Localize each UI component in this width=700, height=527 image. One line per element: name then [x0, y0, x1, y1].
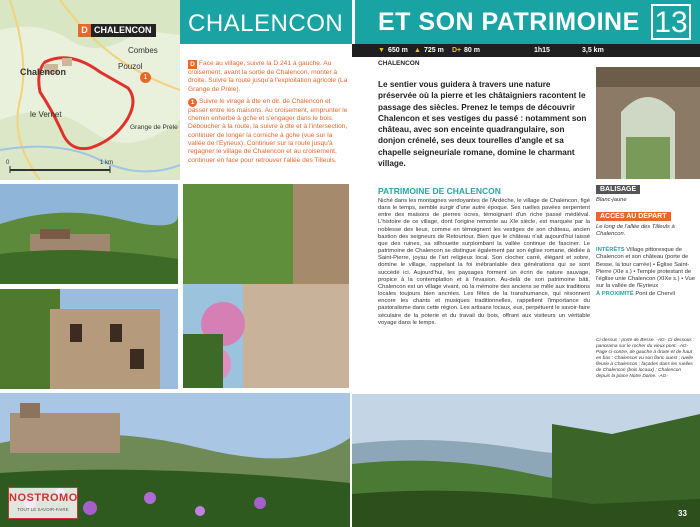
subheading: CHALENCON — [378, 60, 420, 67]
intro-text: Le sentier vous guidera à travers une nature préservée où la pierre et les châtaigniers racontent le passage des siècles. Prenez le temps de découvrir Chalencon et ses vestiges du passé : notamment son château, avec son enceinte quadrangulaire, son donjon crénelé, ses deux tourelles d'angle et sa chapelle seigneuriale romane, domine le charmant village. — [378, 80, 587, 169]
direction-start — [188, 60, 348, 94]
title-divider — [352, 0, 355, 44]
patrimoine-text: Niché dans les montagnes verdoyantes de l'Ardèche, le village de Chalencon, figé dans le temps, semble surgir d'une autre époque. Ses ruelles pavées serpentent entre des maisons de pierres ocres, témoignant d'un riche passé médiéval. L'histoire de ce village, dont l'origine remonte au XIe siècle, est marquée par la noblesse des lieux, comme en témoignent les vestiges de son château, ancien bastion des seigneurs de Retourtour. Bien que le château n'ait aujourd'hui laissé que des ruines, sa silhouette surplombant la vallée continue de fasciner. Le patrimoine de Chalencon se distingue également par son église romane, dédiée à Saint-Pierre, joyau de l'art religieux local. Son clocher carré, élégant et sobre, domine le village, rappelant la foi inébranlable des générations qui se sont succédé ici. Aujourd'hui, les paysages forment un écrin de nature sauvage, propice à la contemplation et à l'évasion. Au-delà de son patrimoine bâti, Chalencon est un village vivant, où la mémoire des anciens se mêle aux traditions locales toujours bien ancrées. Les fêtes de la transhumance, qui résonnent encore les chants et musiques traditionnelles, rappellent l'importance du pastoralisme dans cette région. Les artisans locaux, eux, perpétuent le savoir-faire séculaire de la poterie et du travail du bois, offrant aux visiteurs un véritable voyage dans le temps. — [378, 198, 590, 326]
map-village-label: Chalencon — [20, 67, 67, 77]
photo-facades — [0, 289, 178, 389]
map-label-pouzol: Pouzol — [118, 62, 143, 71]
interets-label: INTÉRÊTS — [596, 247, 625, 253]
stats-bar — [352, 44, 700, 57]
step-1-marker: 1 — [140, 72, 151, 83]
logo-name: NOSTROMO — [9, 492, 78, 504]
map-label-grange: Grange de Prèle — [130, 124, 178, 131]
map-scale-end: 1 km — [100, 160, 114, 166]
map-label-vernet: le Vernet — [30, 110, 62, 119]
acces-text: Le long de l'allée des Tilleuls à Chalencon. — [596, 224, 675, 238]
duration: 1h15 — [534, 47, 550, 54]
proximite-label: À PROXIMITÉ — [596, 290, 634, 297]
alt-start: 650 m — [388, 47, 408, 54]
photo-caption: Ci-dessus : porte de Besse. -AG- Ci-dessous : panorama sur le rocher du vieux pont. -AG- Page ci-contre, de gauche à droite et de haut en bas : Chalencon vu son flanc ouest ; ruelle fleurie à Chalencon ; façades dans les ruelles de Chalencon (bois locaux) ; Chalencon depuis la place Notre Dame. -AG- — [596, 338, 695, 379]
route-number: 13 — [651, 4, 691, 40]
title-right: ET SON PATRIMOINE — [378, 8, 640, 36]
elevation-icon: D+ — [452, 47, 462, 54]
logo-tagline: TOUT LE SAVOIR-FAIRE — [17, 507, 69, 512]
photo-valley-panorama — [352, 394, 700, 527]
balisage-text: Blanc-jaune — [596, 197, 627, 203]
photo-flowered-alley — [183, 184, 349, 388]
start-badge: D — [188, 60, 197, 69]
step-1-badge: 1 — [188, 98, 197, 107]
map-scale-start: 0 — [6, 160, 10, 166]
direction-start-text: Face au village, suivre la D 241 à gauche. Au croisement, avant la sortie de Chalencon, monter à droite. Suivre la route jusqu'à l'exploitation agricole (La Grange de Prèle). — [188, 60, 348, 93]
publisher-logo — [8, 487, 78, 519]
page-number: 33 — [678, 509, 687, 518]
distance: 3,5 km — [582, 47, 604, 54]
interets-text: Village pittoresque de Chalencon et son château (porte de Besse, la tour carrée) • Église Saint-Pierre (XIe s.) • Temple protestant de l'église unie Chalencon (XIXe s.) • Vue sur la vallée de l'Eyrieux — [596, 247, 695, 290]
directions — [188, 60, 348, 169]
acces-title: ACCÈS AU DÉPART — [596, 212, 671, 221]
map-place-badge — [78, 24, 156, 37]
alt-max-icon: ▲ — [414, 47, 421, 54]
start-marker: D — [78, 24, 91, 37]
direction-step-1-text: Suivre le virage à dte en dir. de Chalencon et passer entre les maisons. Au croisement, emprunter le chemin enherbé à gche et s'engager dans le bois. Déboucher à la route, la suivre à dte et à l'intersection, continuer de longer la corniche à gche (vue sur la vallée de l'Eyrieux). Continuer sur la route jusqu'à regagner le village de Chalencon et au croisement, continuer en face pour retrouver l'allée des Tilleuls. — [188, 97, 348, 164]
map-label-combes: Combes — [128, 46, 158, 55]
interets-block — [596, 247, 696, 298]
elevation: 80 m — [464, 47, 480, 54]
route-map — [0, 0, 180, 180]
title-left: CHALENCON — [188, 10, 344, 37]
photo-porte-besse — [596, 67, 700, 179]
alt-max: 725 m — [424, 47, 444, 54]
map-place-label: CHALENCON — [94, 25, 152, 35]
patrimoine-title: PATRIMOINE DE CHALENCON — [378, 186, 501, 196]
direction-step-1 — [188, 98, 348, 165]
alt-start-icon: ▼ — [378, 47, 385, 54]
photo-village-west — [0, 184, 178, 284]
balisage-title: BALISAGE — [596, 185, 640, 194]
proximite-text: Pont de Chervil — [635, 290, 675, 297]
